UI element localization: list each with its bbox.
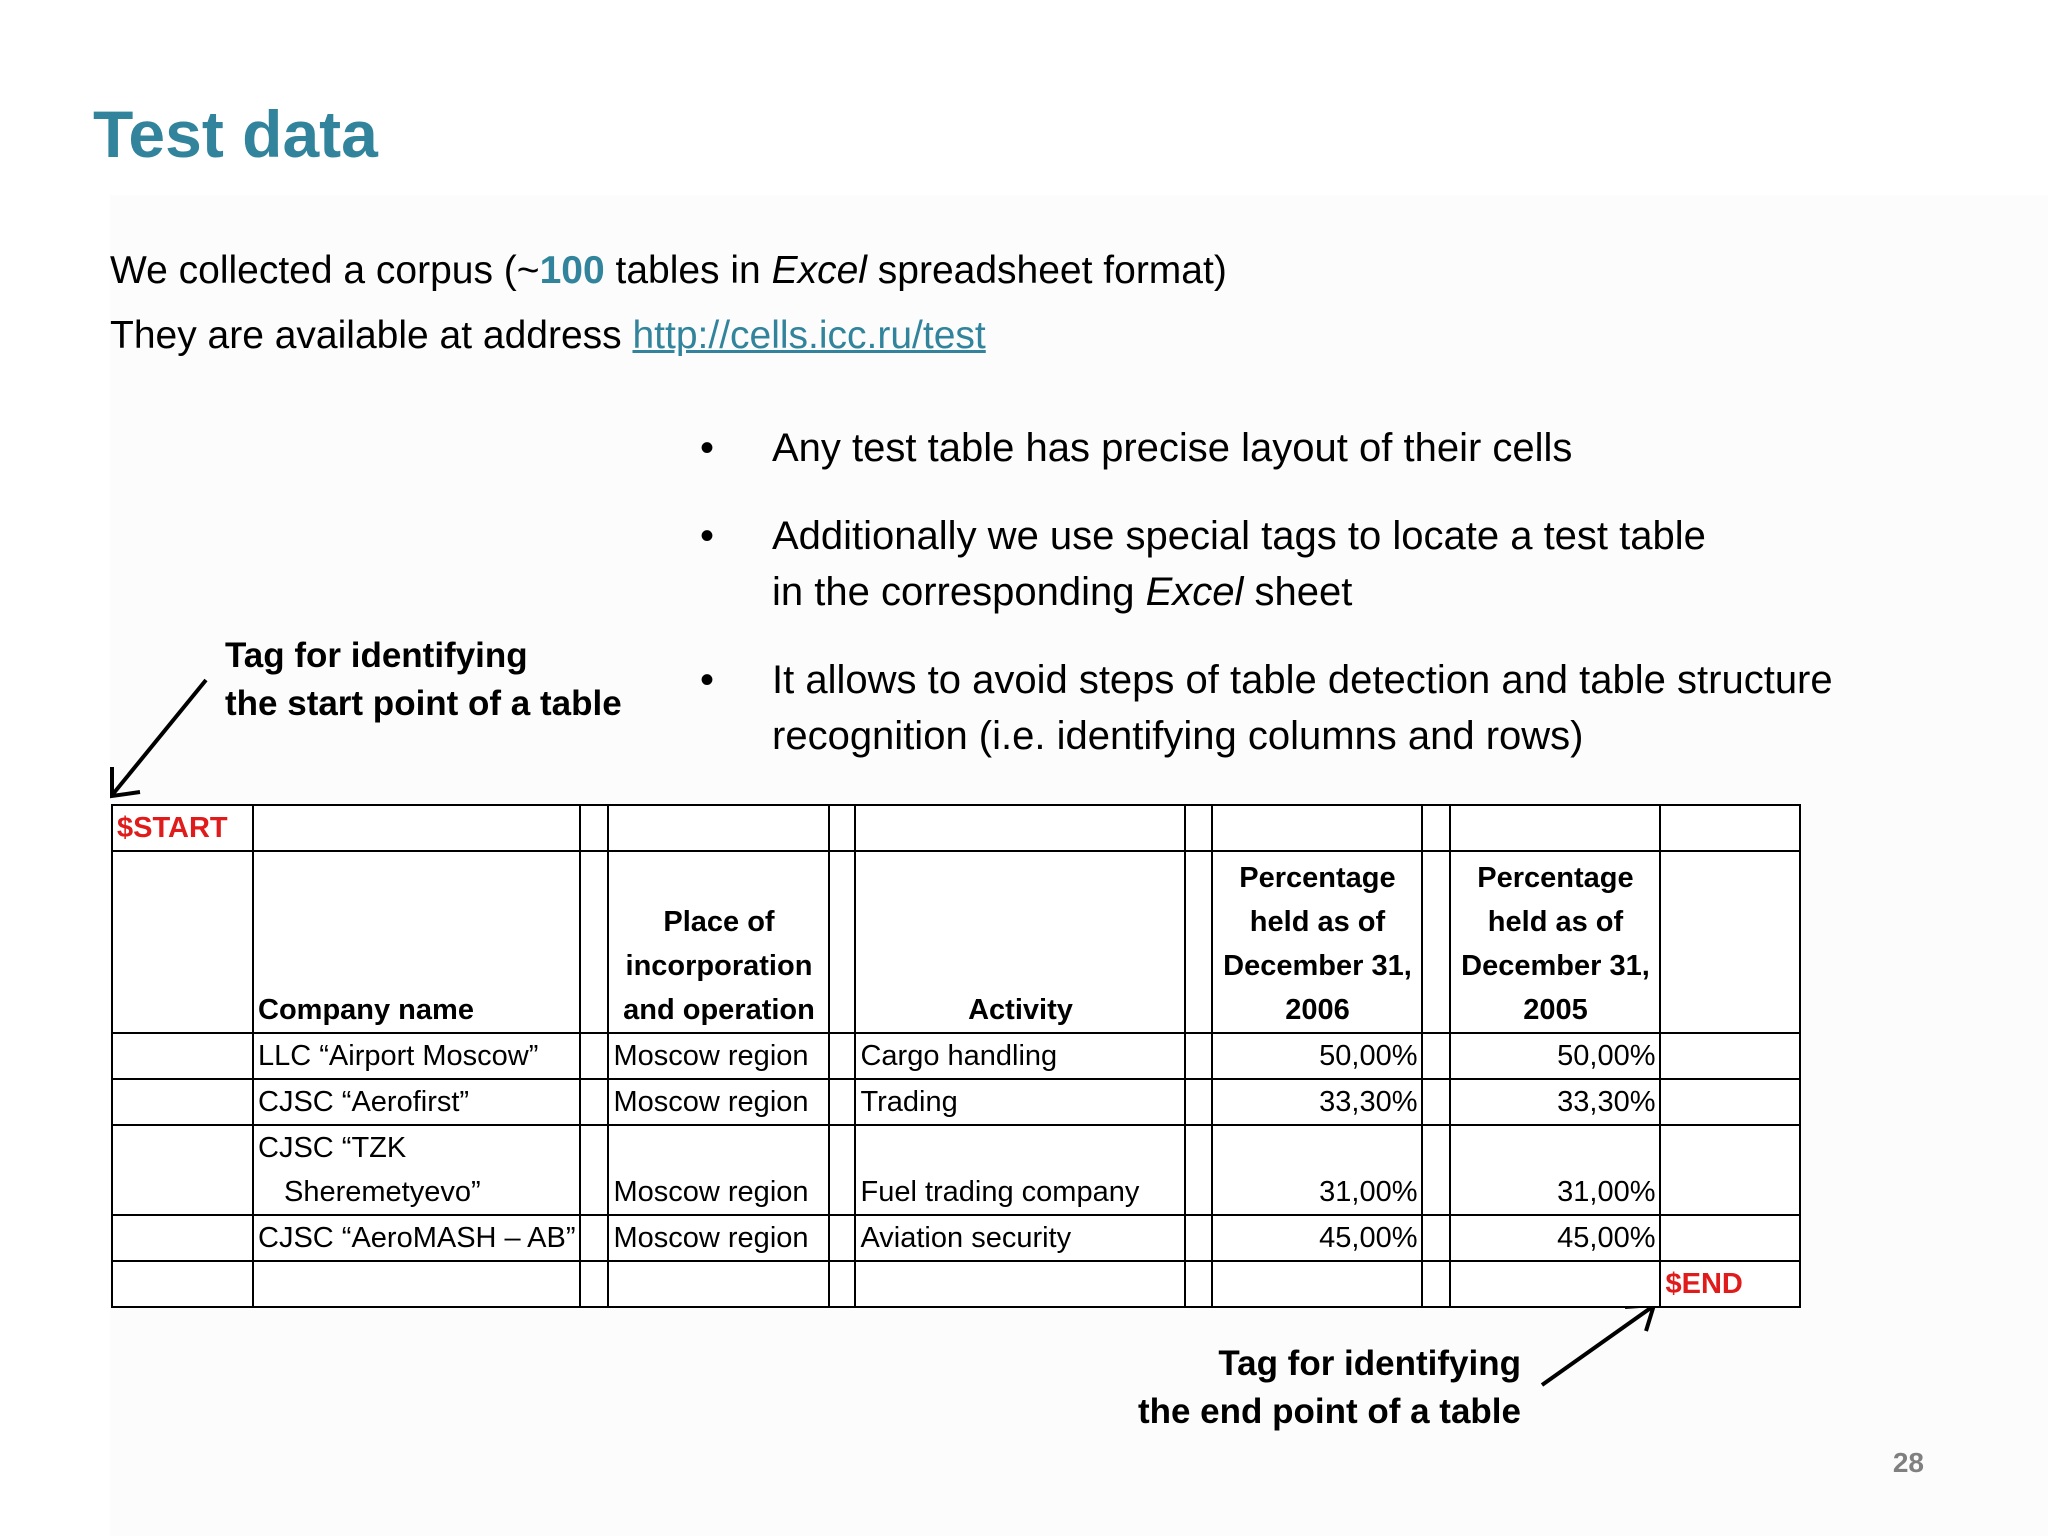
intro-text: tables in: [604, 249, 772, 292]
intro-text: We collected a corpus (~: [110, 249, 540, 292]
table-row-end-tag: [112, 1261, 1800, 1307]
pct-2006-cell: 50,00%: [1212, 1033, 1422, 1079]
empty-cell: [1660, 805, 1800, 851]
pct-2005-cell: 31,00%: [1450, 1125, 1660, 1215]
bullet-text: Additionally we use special tags to locate a test table: [772, 514, 1706, 558]
empty-cell: [580, 1261, 608, 1307]
activity-cell: Fuel trading company: [855, 1125, 1185, 1215]
start-tag-cell: $START: [112, 805, 253, 851]
empty-cell: [112, 1261, 253, 1307]
empty-cell: [1422, 1125, 1450, 1215]
empty-cell: [1212, 805, 1422, 851]
end-arrow-icon: [1542, 1305, 1654, 1385]
empty-cell: [580, 805, 608, 851]
slide-title: Test data: [93, 97, 378, 171]
empty-cell: [1660, 1033, 1800, 1079]
empty-cell: [1450, 1261, 1660, 1307]
bullet-text: recognition (i.e. identifying columns and rows): [772, 714, 1584, 758]
empty-cell: [580, 1033, 608, 1079]
empty-cell: [1185, 1125, 1212, 1215]
excel-italic: Excel: [771, 249, 867, 292]
pct-2005-cell: 45,00%: [1450, 1215, 1660, 1261]
pct-2006-cell: 33,30%: [1212, 1079, 1422, 1125]
header-place: Place of incorporation and operation: [608, 851, 829, 1033]
empty-cell: [112, 1079, 253, 1125]
empty-cell: [580, 1125, 608, 1215]
empty-cell: [1660, 1215, 1800, 1261]
empty-cell: [253, 1261, 580, 1307]
corpus-count: 100: [539, 249, 605, 292]
test-corpus-link[interactable]: http://cells.icc.ru/test: [632, 314, 986, 357]
intro-text: They are available at address: [110, 314, 633, 357]
empty-cell: [1185, 1033, 1212, 1079]
empty-cell: [1185, 1261, 1212, 1307]
company-line: CJSC “TZK: [258, 1132, 407, 1164]
bullet-dot-icon: •: [700, 426, 715, 470]
empty-cell: [1422, 1033, 1450, 1079]
place-cell: Moscow region: [608, 1079, 829, 1125]
header-company: Company name: [253, 851, 580, 1033]
empty-cell: [1185, 1079, 1212, 1125]
empty-cell: [1212, 1261, 1422, 1307]
empty-cell: [829, 1261, 855, 1307]
empty-cell: [580, 1079, 608, 1125]
company-cell: CJSC “AeroMASH – AB”: [253, 1215, 580, 1261]
pct-2006-cell: 45,00%: [1212, 1215, 1422, 1261]
empty-cell: [829, 1215, 855, 1261]
activity-cell: Cargo handling: [855, 1033, 1185, 1079]
empty-cell: [829, 1033, 855, 1079]
table-row-start-tag: [112, 805, 1800, 851]
header-pct-2006: Percentage held as of December 31, 2006: [1212, 851, 1422, 1033]
empty-cell: [112, 851, 253, 1033]
empty-cell: [1422, 851, 1450, 1033]
bullet-text: sheet: [1243, 570, 1353, 614]
empty-cell: [608, 1261, 829, 1307]
annotation-line: the end point of a table: [1137, 1392, 1521, 1431]
empty-cell: [1450, 805, 1660, 851]
place-cell: Moscow region: [608, 1033, 829, 1079]
header-activity: Activity: [855, 851, 1185, 1033]
table-row: [112, 1125, 1800, 1215]
activity-cell: Trading: [855, 1079, 1185, 1125]
empty-cell: [1422, 1215, 1450, 1261]
pct-2006-cell: 31,00%: [1212, 1125, 1422, 1215]
empty-cell: [1660, 1079, 1800, 1125]
empty-cell: [1185, 805, 1212, 851]
empty-cell: [855, 805, 1185, 851]
table-header-row: [112, 851, 1800, 1033]
company-cell: CJSC “Aerofirst”: [253, 1079, 580, 1125]
empty-cell: [112, 1125, 253, 1215]
empty-cell: [608, 805, 829, 851]
sample-spreadsheet-table: [111, 804, 1801, 1308]
end-tag-cell: $END: [1660, 1261, 1800, 1307]
activity-cell: Aviation security: [855, 1215, 1185, 1261]
empty-cell: [1660, 851, 1800, 1033]
empty-cell: [1660, 1125, 1800, 1215]
start-arrow-icon: [112, 680, 206, 796]
annotation-line: Tag for identifying: [1218, 1344, 1521, 1383]
excel-italic: Excel: [1145, 570, 1244, 614]
place-cell: Moscow region: [608, 1215, 829, 1261]
empty-cell: [829, 851, 855, 1033]
header-pct-2005: Percentage held as of December 31, 2005: [1450, 851, 1660, 1033]
annotation-line: the start point of a table: [225, 684, 622, 723]
pct-2005-cell: 50,00%: [1450, 1033, 1660, 1079]
empty-cell: [1422, 805, 1450, 851]
empty-cell: [580, 851, 608, 1033]
company-line: Sheremetyevo”: [284, 1176, 481, 1208]
intro-text: spreadsheet format): [866, 249, 1227, 292]
page-number: 28: [1892, 1447, 1924, 1478]
empty-cell: [1185, 851, 1212, 1033]
pct-2005-cell: 33,30%: [1450, 1079, 1660, 1125]
empty-cell: [829, 1079, 855, 1125]
empty-cell: [1422, 1079, 1450, 1125]
bullet-text: Any test table has precise layout of their cells: [772, 426, 1573, 470]
empty-cell: [112, 1033, 253, 1079]
empty-cell: [580, 1215, 608, 1261]
empty-cell: [829, 805, 855, 851]
empty-cell: [829, 1125, 855, 1215]
empty-cell: [1185, 1215, 1212, 1261]
bullet-text: It allows to avoid steps of table detection and table structure: [772, 658, 1833, 702]
annotation-line: Tag for identifying: [225, 636, 528, 675]
empty-cell: [1422, 1261, 1450, 1307]
empty-cell: [253, 805, 580, 851]
table-row: [112, 1033, 1800, 1079]
empty-cell: [112, 1215, 253, 1261]
empty-cell: [855, 1261, 1185, 1307]
company-cell: [253, 1125, 580, 1215]
table-row: [112, 1215, 1800, 1261]
table-row: [112, 1079, 1800, 1125]
bullet-dot-icon: •: [700, 514, 715, 558]
bullet-dot-icon: •: [700, 658, 715, 702]
place-cell: Moscow region: [608, 1125, 829, 1215]
bullet-text: in the corresponding: [772, 570, 1146, 614]
company-cell: LLC “Airport Moscow”: [253, 1033, 580, 1079]
